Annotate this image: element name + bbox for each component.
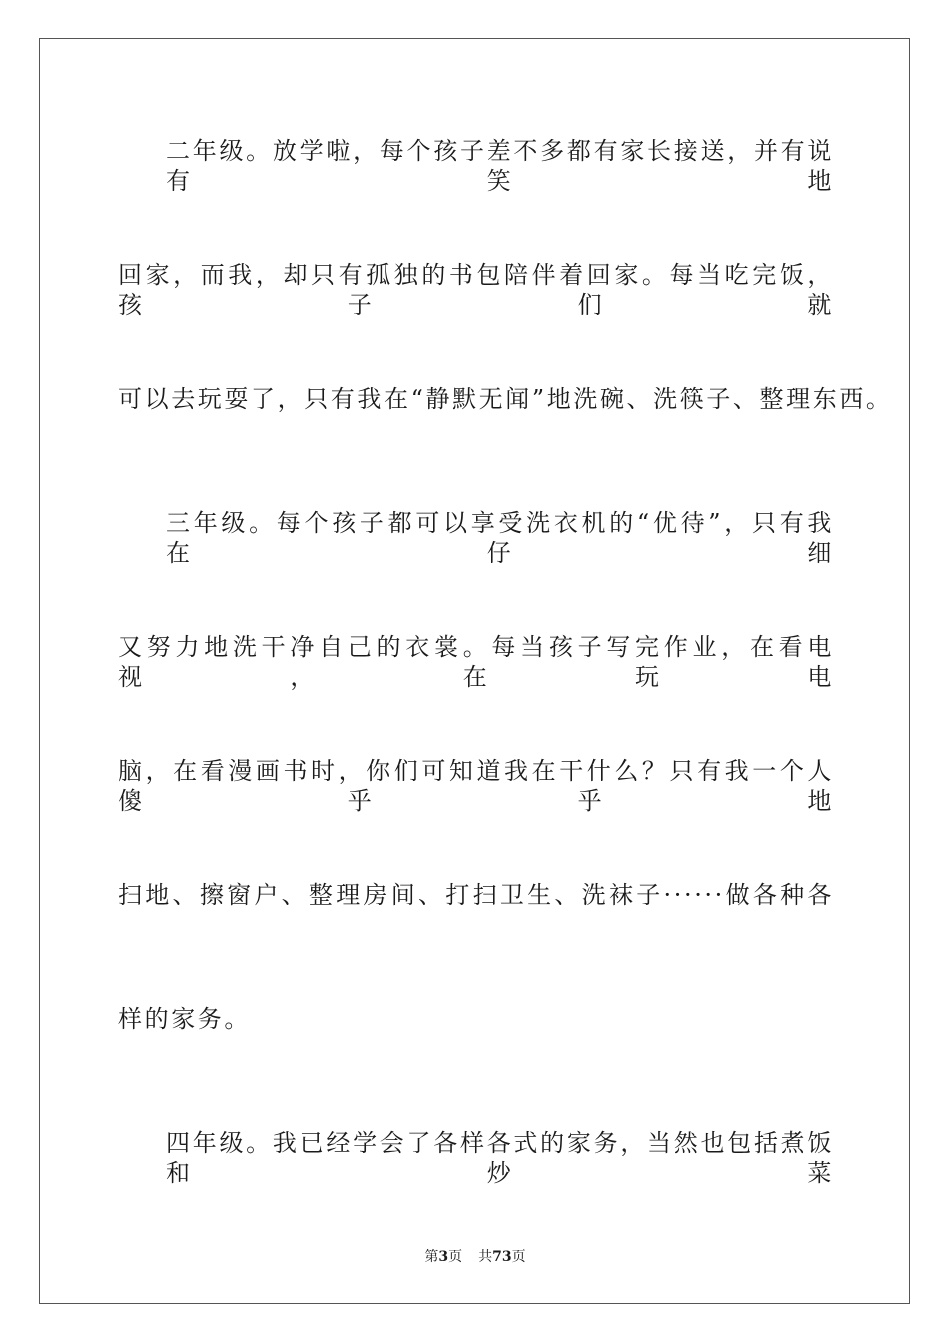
paragraph-line-1: 二年级。放学啦，每个孩子差不多都有家长接送，并有说有笑地 [166, 137, 834, 195]
paragraph-line-8: 样的家务。 [118, 1005, 251, 1033]
paragraph-line-4: 三年级。每个孩子都可以享受洗衣机的“优待”，只有我在仔细 [166, 509, 834, 567]
total-pages: 73 [492, 1249, 512, 1265]
paragraph-line-6: 脑，在看漫画书时，你们可知道我在干什么？只有我一个人傻乎乎地 [118, 757, 834, 815]
page-suffix: 页 [448, 1249, 463, 1265]
total-suffix: 页 [511, 1249, 526, 1265]
page-prefix: 第 [424, 1249, 439, 1265]
paragraph-line-2: 回家，而我，却只有孤独的书包陪伴着回家。每当吃完饭，孩子们就 [118, 261, 834, 319]
paragraph-line-5: 又努力地洗干净自己的衣裳。每当孩子写完作业，在看电视，在玩电 [118, 633, 834, 691]
paragraph-line-9: 四年级。我已经学会了各样各式的家务，当然也包括煮饭和炒菜 [166, 1129, 834, 1187]
paragraph-line-7: 扫地、擦窗户、整理房间、打扫卫生、洗袜子······做各种各 [118, 881, 834, 909]
total-prefix: 共 [478, 1249, 493, 1265]
paragraph-line-3: 可以去玩耍了，只有我在“静默无闻”地洗碗、洗筷子、整理东西。 [118, 385, 893, 413]
page-number: 3 [438, 1249, 449, 1265]
page-footer [0, 1248, 950, 1266]
